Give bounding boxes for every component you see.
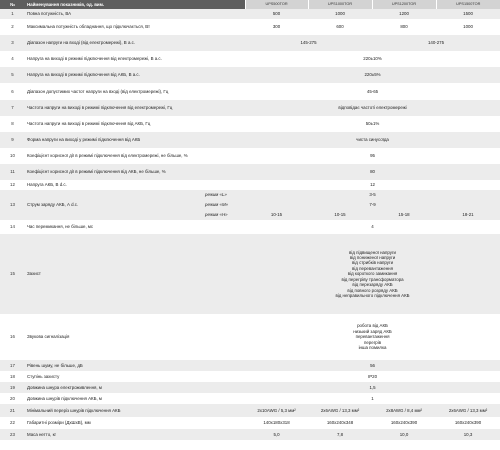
charge-mode-label: режим «L» bbox=[201, 190, 245, 200]
row-name: Повна потужність, ВА bbox=[25, 9, 245, 19]
table-row bbox=[0, 234, 500, 314]
row-value: 220±5% bbox=[245, 67, 500, 83]
table-row bbox=[0, 100, 500, 116]
list-item: від перегріву трансформатора bbox=[341, 276, 404, 282]
row-number: 7 bbox=[0, 100, 25, 116]
table-row bbox=[0, 371, 500, 382]
list-item: від підвищеної напруги bbox=[349, 249, 397, 255]
row-value: 12 bbox=[245, 180, 500, 190]
row-value: 800 bbox=[372, 19, 436, 35]
table-row bbox=[0, 393, 500, 404]
row-value-list bbox=[245, 314, 500, 360]
row-value: відповідає частоті електромережі bbox=[245, 100, 500, 116]
header-model-3: UPS1200TOR bbox=[372, 0, 436, 9]
list-item: від стрибків напруги bbox=[351, 260, 394, 266]
list-item: низький заряд АКБ bbox=[353, 328, 392, 334]
row-number: 16 bbox=[0, 314, 25, 360]
row-value: 1500 bbox=[436, 9, 500, 19]
table-row bbox=[0, 51, 500, 67]
row-name: Діапазон напруги на вході (від електромережі), В а.с. bbox=[25, 35, 245, 51]
row-name: Мінімальний переріз шнурів підключення АКБ bbox=[25, 404, 245, 417]
row-value: 1000 bbox=[436, 19, 500, 35]
charge-mode-label: режим «H» bbox=[201, 210, 245, 220]
row-number: 19 bbox=[0, 382, 25, 393]
row-number: 14 bbox=[0, 220, 25, 234]
row-value: 300 bbox=[245, 19, 308, 35]
row-value: 1000 bbox=[308, 9, 372, 19]
row-value: 45-65 bbox=[245, 83, 500, 100]
row-name: Довжина шнура електроживлення, м bbox=[25, 382, 245, 393]
table-row bbox=[0, 180, 500, 190]
row-number: 1 bbox=[0, 9, 25, 19]
row-value: 600 bbox=[308, 19, 372, 35]
row-value: 2х10AWG / 5,3 мм² bbox=[245, 404, 308, 417]
table-row bbox=[0, 404, 500, 417]
header-model-2: UPS1000TOR bbox=[308, 0, 372, 9]
table-row bbox=[0, 35, 500, 51]
row-name: Напруга АКБ, В d.c. bbox=[25, 180, 245, 190]
row-name: Максимальна потужність обладнання, що підключається, Вт bbox=[25, 19, 245, 35]
row-name: Частота напруги на виході в режимі підключення від електромережі, Гц bbox=[25, 100, 245, 116]
row-number: 21 bbox=[0, 404, 25, 417]
table-row bbox=[0, 83, 500, 100]
list-item: інша помилка bbox=[358, 345, 387, 351]
row-value-list bbox=[245, 234, 500, 314]
row-number: 22 bbox=[0, 417, 25, 429]
row-number: 13 bbox=[0, 190, 25, 220]
row-name: Діапазон допустимих частот напруги на вході (від електромережі), Гц bbox=[25, 83, 245, 100]
row-value: 160х240х390 bbox=[436, 417, 500, 429]
row-value: 10-15 bbox=[245, 210, 308, 220]
row-number: 20 bbox=[0, 393, 25, 404]
row-value: 10,0 bbox=[372, 429, 436, 440]
header-model-1: UPS500TOR bbox=[245, 0, 308, 9]
table-row bbox=[0, 164, 500, 180]
row-value: 18-21 bbox=[436, 210, 500, 220]
row-number: 10 bbox=[0, 148, 25, 164]
row-name: Маса нетто, кг bbox=[25, 429, 245, 440]
row-name: Частота напруги на виході в режимі підключення від АКБ, Гц bbox=[25, 116, 245, 132]
row-value: 50±1% bbox=[245, 116, 500, 132]
row-name: Струм заряду АКБ, А d.c. bbox=[25, 190, 201, 220]
row-value: 160х240х348 bbox=[308, 417, 372, 429]
table-row bbox=[0, 190, 500, 200]
row-value: 140х180х318 bbox=[245, 417, 308, 429]
row-value: 80 bbox=[245, 164, 500, 180]
row-name: Звукова сигналізація bbox=[25, 314, 245, 360]
table-row bbox=[0, 19, 500, 35]
row-number: 11 bbox=[0, 164, 25, 180]
list-item: перевантаження bbox=[355, 334, 390, 340]
table-row bbox=[0, 132, 500, 148]
row-number: 12 bbox=[0, 180, 25, 190]
row-value: 1200 bbox=[372, 9, 436, 19]
row-number: 23 bbox=[0, 429, 25, 440]
row-name: Захист bbox=[25, 234, 245, 314]
row-value: 220±10% bbox=[245, 51, 500, 67]
table-row bbox=[0, 220, 500, 234]
list-item: від перевантаження bbox=[352, 265, 393, 271]
row-value: 145-275 bbox=[245, 35, 372, 51]
row-name: Напруга на виході в режимі підключення від АКБ, В а.с. bbox=[25, 67, 245, 83]
table-row bbox=[0, 382, 500, 393]
table-row bbox=[0, 9, 500, 19]
list-item: перегрів bbox=[363, 339, 382, 345]
row-number: 9 bbox=[0, 132, 25, 148]
row-number: 4 bbox=[0, 51, 25, 67]
row-value: 500 bbox=[245, 9, 308, 19]
table-row bbox=[0, 67, 500, 83]
row-value: 2х6AWG / 13,3 мм² bbox=[436, 404, 500, 417]
table-row bbox=[0, 429, 500, 440]
header-name: Найменування показників, од. вим. bbox=[25, 0, 245, 9]
row-name: Рівень шуму, не більше, дБ bbox=[25, 360, 245, 371]
row-value: 160х240х390 bbox=[372, 417, 436, 429]
row-name: Довжина шнурів підключення АКБ, м bbox=[25, 393, 245, 404]
row-value: 56 bbox=[245, 360, 500, 371]
row-number: 3 bbox=[0, 35, 25, 51]
row-value: 5,0 bbox=[245, 429, 308, 440]
row-name: Час перемикання, не більше, мс bbox=[25, 220, 245, 234]
list-item: від повного розряду АКБ bbox=[347, 287, 398, 293]
table-row bbox=[0, 314, 500, 360]
row-value: 95 bbox=[245, 148, 500, 164]
header-model-4: UPS1500TOR bbox=[436, 0, 500, 9]
list-item: від короткого замикання bbox=[347, 271, 398, 277]
row-value: 1 bbox=[245, 393, 500, 404]
list-item: від неправильного підключення АКБ bbox=[335, 292, 410, 298]
row-value: 10,3 bbox=[436, 429, 500, 440]
row-value: 1,5 bbox=[245, 382, 500, 393]
row-value: 2х8AWG / 8,4 мм² bbox=[372, 404, 436, 417]
row-number: 15 bbox=[0, 234, 25, 314]
row-name: Форма напруги на виході у режимі підключення від АКБ bbox=[25, 132, 245, 148]
table-row bbox=[0, 360, 500, 371]
row-value: 3-5 bbox=[245, 190, 500, 200]
row-number: 5 bbox=[0, 67, 25, 83]
row-number: 17 bbox=[0, 360, 25, 371]
list-item: від перезаряду АКБ bbox=[352, 282, 393, 288]
row-value: 7-9 bbox=[245, 200, 500, 210]
table-row bbox=[0, 417, 500, 429]
row-value: 2х6AWG / 13,3 мм² bbox=[308, 404, 372, 417]
row-number: 2 bbox=[0, 19, 25, 35]
row-name: Коефіцієнт корисної дії в режимі підключення від електромережі, не більше, % bbox=[25, 148, 245, 164]
table-body bbox=[0, 9, 500, 440]
row-value: 15-18 bbox=[372, 210, 436, 220]
row-value: 10-15 bbox=[308, 210, 372, 220]
row-number: 18 bbox=[0, 371, 25, 382]
list-item: від пониженої напруги bbox=[349, 255, 396, 261]
row-number: 8 bbox=[0, 116, 25, 132]
row-value: IP20 bbox=[245, 371, 500, 382]
row-value: 4 bbox=[245, 220, 500, 234]
header-number: № bbox=[0, 0, 25, 9]
row-name: Габаритні розміри (ДхШхВ), мм bbox=[25, 417, 245, 429]
row-value: 140-275 bbox=[372, 35, 500, 51]
charge-mode-label: режим «M» bbox=[201, 200, 245, 210]
row-number: 6 bbox=[0, 83, 25, 100]
row-name: Напруга на виході в режимі підключення від електромережі, В а.с. bbox=[25, 51, 245, 67]
table-row bbox=[0, 148, 500, 164]
list-item: робота від АКБ bbox=[357, 323, 388, 329]
row-value: 7,8 bbox=[308, 429, 372, 440]
table-row bbox=[0, 116, 500, 132]
row-value: чиста синусоїда bbox=[245, 132, 500, 148]
row-name: Ступінь захисту bbox=[25, 371, 245, 382]
row-name: Коефіцієнт корисної дії в режимі підключення від АКБ, не більше, % bbox=[25, 164, 245, 180]
